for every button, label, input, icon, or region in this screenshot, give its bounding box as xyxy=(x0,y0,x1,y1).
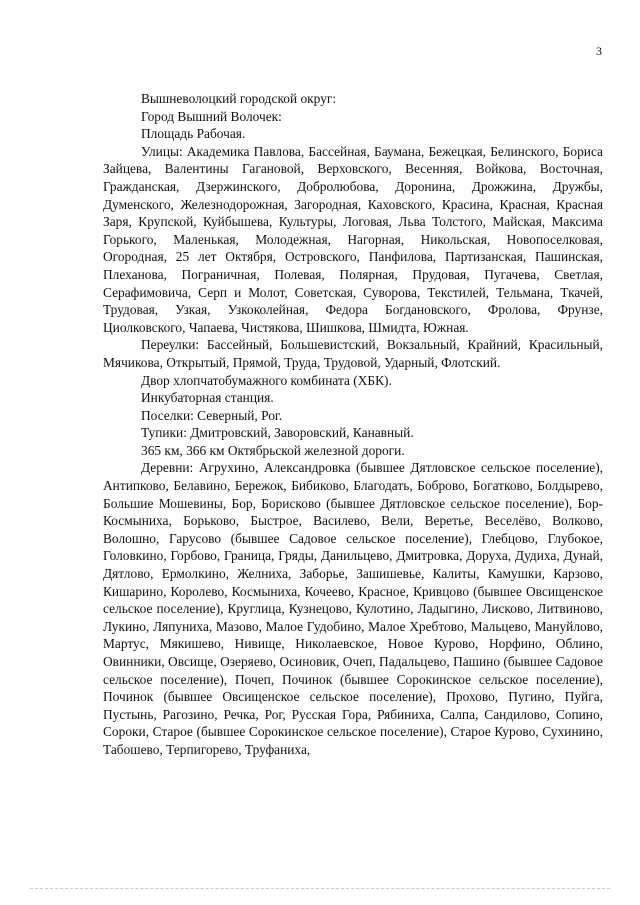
streets-paragraph: Улицы: Академика Павлова, Бассейная, Баумана, Бежецкая, Белинского, Бориса Зайцева, Валентины Гагановой, Верховского, Весенняя, Войкова, Восточная, Гражданская, Дзержинского, Добролюбова, Доронина, Дрожжина, Дружбы, Думенского, Железнодорожная, Загородная, Каховского, Красина, Красная, Красная Заря, Крупской, Куйбышева, Культуры, Логовая, Льва Толстого, Майская, Максима Горького, Маленькая, Молодежная, Нагорная, Никольская, Новопоселковая, Огородная, 25 лет Октября, Островского, Панфилова, Партизанская, Пашинская, Плеханова, Пограничная, Полевая, Полярная, Прудовая, Пугачева, Светлая, Серафимовича, Серп и Молот, Советская, Суворова, Текстилей, Тельмана, Ткачей, Трудовая, Узкая, Узкоколейная, Федора Богдановского, Фролова, Фрунзе, Циолковского, Чапаева, Чистякова, Шишкова, Шмидта, Южная. xyxy=(103,143,603,335)
city-heading: Город Вышний Волочек: xyxy=(141,108,282,124)
courtyard-paragraph: Двор хлопчатобумажного комбината (ХБК). xyxy=(141,372,392,388)
district-heading: Вышневолоцкий городской округ: xyxy=(141,91,337,106)
dead-ends-paragraph: Тупики: Дмитровский, Заворовский, Канавный. xyxy=(141,425,414,441)
lanes-paragraph: Переулки: Бассейный, Большевистский, Вокзальный, Крайний, Красильный, Мячикова, Открытый, Прямой, Труда, Трудовой, Ударный, Флотский. xyxy=(103,337,603,370)
railway-paragraph: 365 км, 366 км Октябрьской железной дороги. xyxy=(141,442,405,458)
villages-paragraph: Деревни: Агрухино, Александровка (бывшее Дятловское сельское поселение), Антипково, Белавино, Бережок, Бибиково, Благодать, Боброво, Богатково, Болдырево, Большие Мошевины, Бор, Борисково (бывшее Дятловское сельское поселение), Бор-Космыниха, Борьково, Быстрое, Василево, Вели, Веретье, Веселёво, Волково, Волошно, Гарусово (бывшее Садовое сельское поселение), Глебцово, Глубокое, Головкино, Горбово, Граница, Гряды, Данильцево, Дмитровка, Доруха, Дудиха, Дунай, Дятлово, Ермолкино, Желниха, Заборье, Зашишевье, Калиты, Камушки, Карзово, Кишарино, Королево, Космыниха, Кочеево, Красное, Кривцово (бывшее Овсищенское сельское поселение), Круглица, Кузнецово, Кулотино, Ладыгино, Лисково, Литвиново, Лукино, Ляпуниха, Мазово, Малое Гудобино, Малое Хребтово, Мальцево, Мануйлово, Мартус, Мякишево, Нивище, Николаевское, Новое Курово, Норфино, Облино, Овинники, Овсище, Озеряево, Осиновик, Очеп, Падальцево, Пашино (бывшее Садовое сельское поселение), Почеп, Починок (бывшее Сорокинское сельское поселение), Починок (бывшее Овсищенское сельское поселение), Прохово, Пугино, Пуйга, Пустынь, Рагозино, Речка, Рог, Русская Гора, Рябиниха, Салпа, Сандилово, Сопино, Сороки, Старое (бывшее Сорокинское сельское поселение), Старое Курово, Сухинино, Табошево, Терпигорево, Труфаниха, xyxy=(103,460,603,757)
document-body xyxy=(103,90,603,759)
page-bottom-edge xyxy=(30,888,610,889)
settlements-paragraph: Поселки: Северный, Рог. xyxy=(141,407,283,423)
station-paragraph: Инкубаторная станция. xyxy=(141,390,274,406)
page-number: 3 xyxy=(596,44,602,58)
squares-paragraph: Площадь Рабочая. xyxy=(141,126,246,142)
